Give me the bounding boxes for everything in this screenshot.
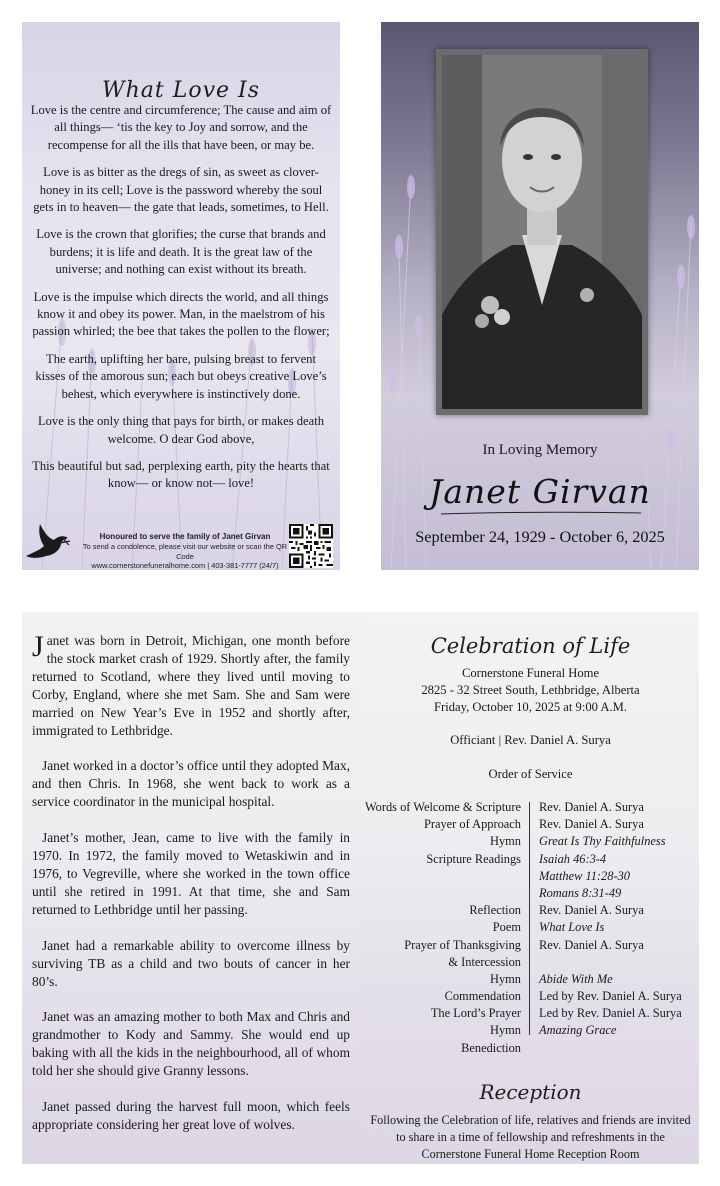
program-item-value: Rev. Daniel A. Surya xyxy=(539,800,644,814)
poem-stanza: Love is the impulse which directs the world, and all things know it and obey its power. Man, in the maelstrom of his passion whirled; the bee that takes the pollen to the flower; xyxy=(32,289,330,339)
program-item-value: Amazing Grace xyxy=(539,1023,617,1038)
officiant: Officiant | Rev. Daniel A. Surya xyxy=(450,733,611,747)
program-row xyxy=(362,972,699,989)
program-item-value: Rev. Daniel A. Surya xyxy=(539,903,644,918)
service-datetime: Friday, October 10, 2025 at 9:00 A.M. xyxy=(434,700,627,714)
venue-name: Cornerstone Funeral Home xyxy=(461,666,600,680)
program-item-label: Hymn xyxy=(490,834,521,849)
poem-panel xyxy=(22,22,340,570)
order-heading: Order of Service xyxy=(488,767,573,781)
program-row xyxy=(362,869,699,886)
program-row xyxy=(362,903,699,920)
in-loving-memory: In Loving Memory xyxy=(482,442,598,458)
contact-line[interactable]: www.cornerstonefuneralhome.com | 403-381-7777 (24/7) xyxy=(91,561,279,570)
program-row xyxy=(362,817,699,834)
poem-stanza: Love is the only thing that pays for birth, or makes death welcome. O dear God above, xyxy=(37,414,325,446)
cover-panel xyxy=(381,22,699,570)
dove-icon xyxy=(24,522,72,562)
poem-stanza: This beautiful but sad, perplexing earth, pity the hearts that know— or know not— love! xyxy=(32,458,330,491)
service-panel xyxy=(362,612,699,1164)
deceased-name: Janet Girvan xyxy=(429,472,651,511)
portrait-photo xyxy=(442,55,642,409)
honour-line: Honoured to serve the family of Janet Girvan xyxy=(99,532,271,541)
program-item-label: Benediction xyxy=(461,1040,521,1055)
program-item-label: The Lord’s Prayer xyxy=(430,1006,521,1021)
program-item-label: Poem xyxy=(492,920,521,935)
program-item-label: & Intercession xyxy=(448,954,521,969)
poem-stanza: Love is the centre and circumference; The cause and aim of all things— ‘tis the key to Joy and sorrow, and the recompense for all the ills that have been, or may be. xyxy=(30,103,332,152)
reception-title: Reception xyxy=(479,1080,582,1104)
reception-text: Following the Celebration of life, relatives and friends are invited to share in a time of fellowship and refreshments in the Cornerstone Funeral Home Reception Room xyxy=(370,1113,691,1161)
celebration-title: Celebration of Life xyxy=(430,634,631,658)
program-item-label: Words of Welcome & Scripture xyxy=(364,800,521,814)
program-row xyxy=(362,800,699,817)
program-row xyxy=(362,886,699,903)
program-item-value: Matthew 11:28-30 xyxy=(539,868,630,883)
poem-title: What Love Is xyxy=(101,78,260,103)
program-row xyxy=(362,1006,699,1023)
poem-stanza: Love is the crown that glorifies; the curse that brands and burdens; it is life and death. It is the great law of the universe; and nothing can exist without its breath. xyxy=(36,227,326,277)
program-row xyxy=(362,834,699,851)
program-row xyxy=(362,1023,699,1040)
program-item-value: Romans 8:31-49 xyxy=(539,885,622,900)
portrait-frame xyxy=(436,49,648,415)
obituary-paragraph: Janet worked in a doctor’s office until they adopted Max, and then Chris. In 1968, she went back to work as a service coordinator in the municipal hospital. xyxy=(32,758,350,810)
venue-address: 2825 - 32 Street South, Lethbridge, Alberta xyxy=(421,683,640,697)
obituary-text xyxy=(32,632,350,1152)
funeral-home-footer xyxy=(22,522,340,570)
obituary-paragraph: Janet’s mother, Jean, came to live with the family in 1970. In 1972, the family moved to Wetaskiwin and in 1976, to Vegreville, where she worked in the town office until she retired in 1991. At that time, she and Sam returned to Lethbridge until her passing. xyxy=(32,830,350,917)
program-item-value: Isaiah 46:3-4 xyxy=(539,851,607,866)
program-item-value: What Love Is xyxy=(539,920,605,935)
obituary-paragraph: Janet passed during the harvest full moon, which feels appropriate considering her great love of wolves. xyxy=(32,1099,350,1132)
program-item-label: Scripture Readings xyxy=(426,851,521,866)
program-row xyxy=(362,920,699,937)
program-item-label: Hymn xyxy=(490,971,521,986)
order-of-service xyxy=(362,800,699,1058)
program-item-value: Led by Rev. Daniel A. Surya xyxy=(539,989,682,1004)
program-item-value: Led by Rev. Daniel A. Surya xyxy=(539,1006,682,1021)
obituary-paragraph xyxy=(32,632,350,739)
poem-stanzas xyxy=(30,102,332,503)
program-row xyxy=(362,852,699,869)
program-item-label: Prayer of Approach xyxy=(423,817,521,832)
drop-cap: J xyxy=(32,630,44,663)
program-item-label: Hymn xyxy=(490,1023,521,1038)
program-item-value: Rev. Daniel A. Surya xyxy=(539,817,644,832)
program-item-value: Great Is Thy Faithfulness xyxy=(539,834,666,849)
life-dates: September 24, 1929 - October 6, 2025 xyxy=(415,527,665,546)
obituary-panel xyxy=(22,612,362,1164)
obituary-paragraph: Janet had a remarkable ability to overcome illness by surviving TB as a child and two bouts of cancer in her 80’s. xyxy=(32,937,350,989)
program-row xyxy=(362,989,699,1006)
obituary-paragraph-text: anet was born in Detroit, Michigan, one month before the stock market crash of 1929. Shortly after, the family returned to Scotland, where they lived until moving to Corby, England, where she met Sam. She and Sam were married on New Year’s Eve in 1952 and shortly after, immigrated to Lethbridge. xyxy=(32,633,350,738)
obituary-paragraph: Janet was an amazing mother to both Max and Chris and grandmother to Kody and Sammy. She would end up baking with all the kids in the neighbourhood, all of whom told her she should give Granny lessons. xyxy=(32,1009,350,1079)
program-row xyxy=(362,955,699,972)
portrait-illustration xyxy=(442,55,642,409)
program-row xyxy=(362,938,699,955)
venue-block xyxy=(362,665,699,716)
qr-code[interactable] xyxy=(289,524,333,568)
poem-stanza: Love is as bitter as the dregs of sin, as sweet as clover-honey in its cell; Love is the password whereby the soul gets in to heaven— the gate that leads, sometimes, to Hell. xyxy=(33,165,329,215)
program-item-label: Commendation xyxy=(444,989,521,1004)
program-row xyxy=(362,1041,699,1058)
name-underline xyxy=(441,510,641,516)
condolence-line: To send a condolence, please visit our website or scan the QR Code xyxy=(82,541,288,561)
poem-stanza: The earth, uplifting her bare, pulsing breast to fervent kisses of the amorous sun; each but obeys creative Love’s behest, which everywhere is instinctively done. xyxy=(35,351,327,401)
program-item-value: Rev. Daniel A. Surya xyxy=(539,937,644,952)
program-item-value: Abide With Me xyxy=(539,971,613,986)
program-item-label: Reflection xyxy=(469,903,521,918)
program-item-label: Prayer of Thanksgiving xyxy=(404,937,521,952)
honour-text xyxy=(82,532,288,570)
